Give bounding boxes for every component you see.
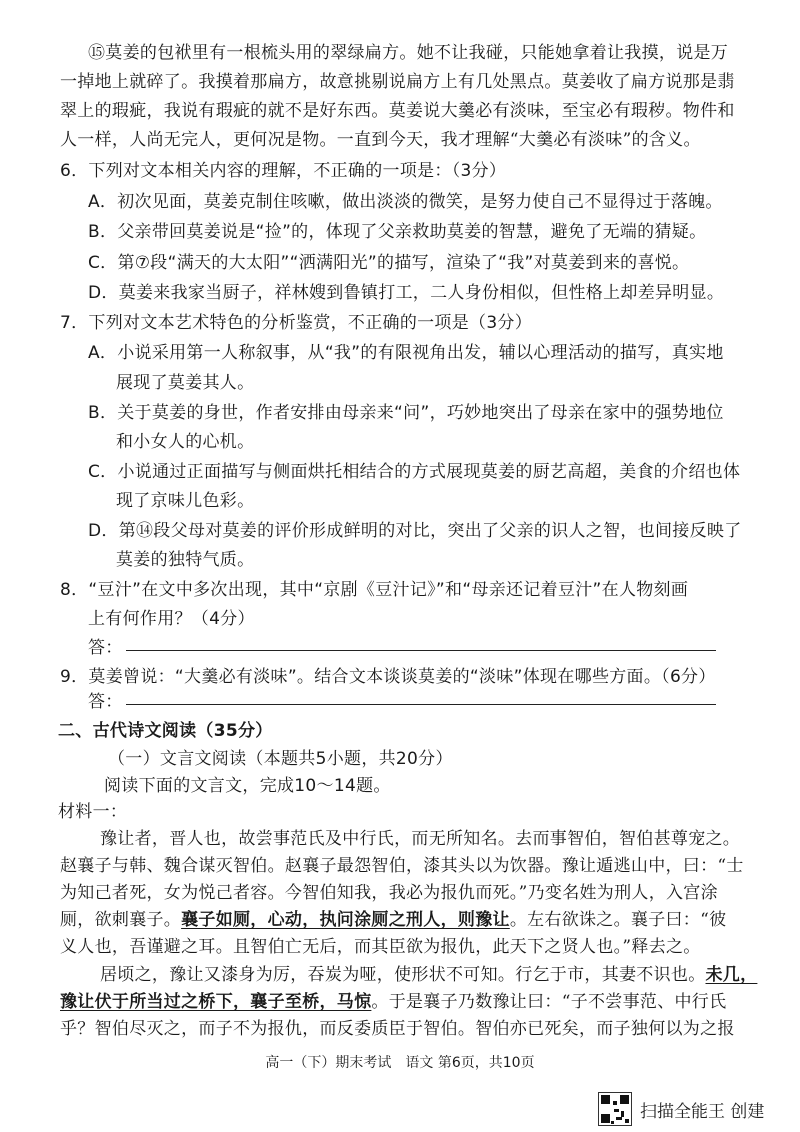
classical-underlined-sentence-1: 襄子如厕，心动，执问涂厕之刑人，则豫让 (181, 910, 510, 930)
classical-line6-start: 居顷之，豫让又漆身为厉，吞炭为哑，使形状不可知。行乞于市，其妻不识也。 (100, 965, 706, 985)
q9-line: 9．莫姜曾说：“大羹必有淡味”。结合文本谈谈莫姜的“淡味”体现在哪些方面。（6分） (60, 667, 716, 687)
q8-line1: 8．“豆汁”在文中多次出现，其中“京剧《豆汁记》”和“母亲还记着豆汁”在人物刻画 (60, 580, 689, 600)
q7-option-a-line1: A．小说采用第一人称叙事，从“我”的有限视角出发，辅以心理活动的描写，真实地 (88, 343, 724, 363)
story-p15-line4: 人一样，人尚无完人，更何况是物。一直到今天，我才理解“大羹必有淡味”的含义。 (60, 130, 701, 150)
q7-option-d-line2: 莫姜的独特气质。 (116, 550, 255, 570)
q7-option-c-line1: C．小说通过正面描写与侧面烘托相结合的方式展现莫姜的厨艺高超，美食的介绍也体 (88, 462, 741, 482)
classical-line8: 乎？智伯尽灭之，而子不为报仇，而反委质臣于智伯。智伯亦已死矣，而子独何以为之报 (60, 1019, 735, 1039)
classical-line4 (60, 909, 726, 931)
q7-option-c-line2: 现了京味儿色彩。 (116, 491, 255, 511)
classical-line4-end: 。左右欲诛之。襄子曰：“彼 (509, 910, 727, 930)
q9-answer-label: 答： (88, 692, 123, 712)
q6-option-b: B．父亲带回莫姜说是“捡”的，体现了父亲救助莫姜的智慧，避免了无端的猜疑。 (88, 222, 707, 242)
material-label: 材料一： (58, 802, 128, 822)
q7-option-a-line2: 展现了莫姜其人。 (116, 373, 255, 393)
story-p15-line2: 一掉地上就碎了。我摸着那扁方，故意挑剔说扁方上有几处黑点。莫姜收了扁方说那是翡 (60, 72, 735, 92)
q6-option-d: D．莫姜来我家当厨子，祥林嫂到鲁镇打工，二人身份相似，但性格上却差异明显。 (88, 283, 725, 303)
section2-subtitle: （一）文言文阅读（本题共5小题，共20分） (108, 749, 453, 769)
section2-title: 二、古代诗文阅读（35分） (58, 721, 273, 741)
classical-underlined-sentence-2b: 豫让伏于所当过之桥下，襄子至桥，马惊 (60, 992, 372, 1012)
q6-option-a: A．初次见面，莫姜克制住咳嗽，做出淡淡的微笑，是努力使自己不显得过于落魄。 (88, 192, 723, 212)
story-p15-line3: 翠上的瑕疵，我说有瑕疵的就不是好东西。莫姜说大羹必有淡味，至宝必有瑕秽。物件和 (60, 101, 735, 121)
q7-option-b-line1: B．关于莫姜的身世，作者安排由母亲来“问”，巧妙地突出了母亲在家中的强势地位 (88, 403, 724, 423)
q6-stem: 6．下列对文本相关内容的理解，不正确的一项是：（3分） (60, 161, 507, 181)
q9-answer-line[interactable] (126, 704, 716, 705)
qr-code-icon (598, 1092, 632, 1126)
section2-instruction: 阅读下面的文言文，完成10～14题。 (104, 776, 391, 796)
classical-line6 (100, 964, 757, 986)
q7-option-d-line1: D．第⑭段父母对莫姜的评价形成鲜明的对比，突出了父亲的识人之智，也间接反映了 (88, 521, 742, 541)
classical-underlined-sentence-2a: 未几， (705, 965, 758, 985)
q8-answer-line[interactable] (126, 650, 716, 651)
page-footer: 高一（下）期末考试 语文 第6页，共10页 (265, 1055, 535, 1071)
story-p15-line1: ⑮莫姜的包袱里有一根梳头用的翠绿扁方。她不让我碰，只能她拿着让我摸，说是万 (88, 43, 729, 63)
q7-stem: 7．下列对文本艺术特色的分析鉴赏，不正确的一项是（3分） (60, 313, 533, 333)
classical-line7-end: 。于是襄子乃数豫让曰：“子不尝事范、中行氏 (371, 992, 727, 1012)
classical-line5: 义人也，吾谨避之耳。且智伯亡无后，而其臣欲为报仇，此天下之贤人也。”释去之。 (60, 937, 701, 957)
q6-option-c: C．第⑦段“满天的大太阳”“洒满阳光”的描写，渲染了“我”对莫姜到来的喜悦。 (88, 253, 690, 273)
scanner-watermark-text: 扫描全能王 创建 (640, 1102, 765, 1122)
q8-line2: 上有何作用？（4分） (88, 609, 255, 629)
q8-answer-label: 答： (88, 638, 123, 658)
q7-option-b-line2: 和小女人的心机。 (116, 432, 255, 452)
classical-line7 (60, 991, 726, 1013)
classical-line4-start: 厕，欲刺襄子。 (60, 910, 182, 930)
classical-line3: 为知己者死，女为悦己者容。今智伯知我，我必为报仇而死。”乃变名姓为刑人，入宫涂 (60, 883, 718, 903)
classical-line1: 豫让者，晋人也，故尝事范氏及中行氏，而无所知名。去而事智伯，智伯甚尊宠之。 (100, 829, 741, 849)
classical-line2: 赵襄子与韩、魏合谋灭智伯。赵襄子最怨智伯，漆其头以为饮器。豫让遁逃山中，曰：“士 (60, 856, 744, 876)
